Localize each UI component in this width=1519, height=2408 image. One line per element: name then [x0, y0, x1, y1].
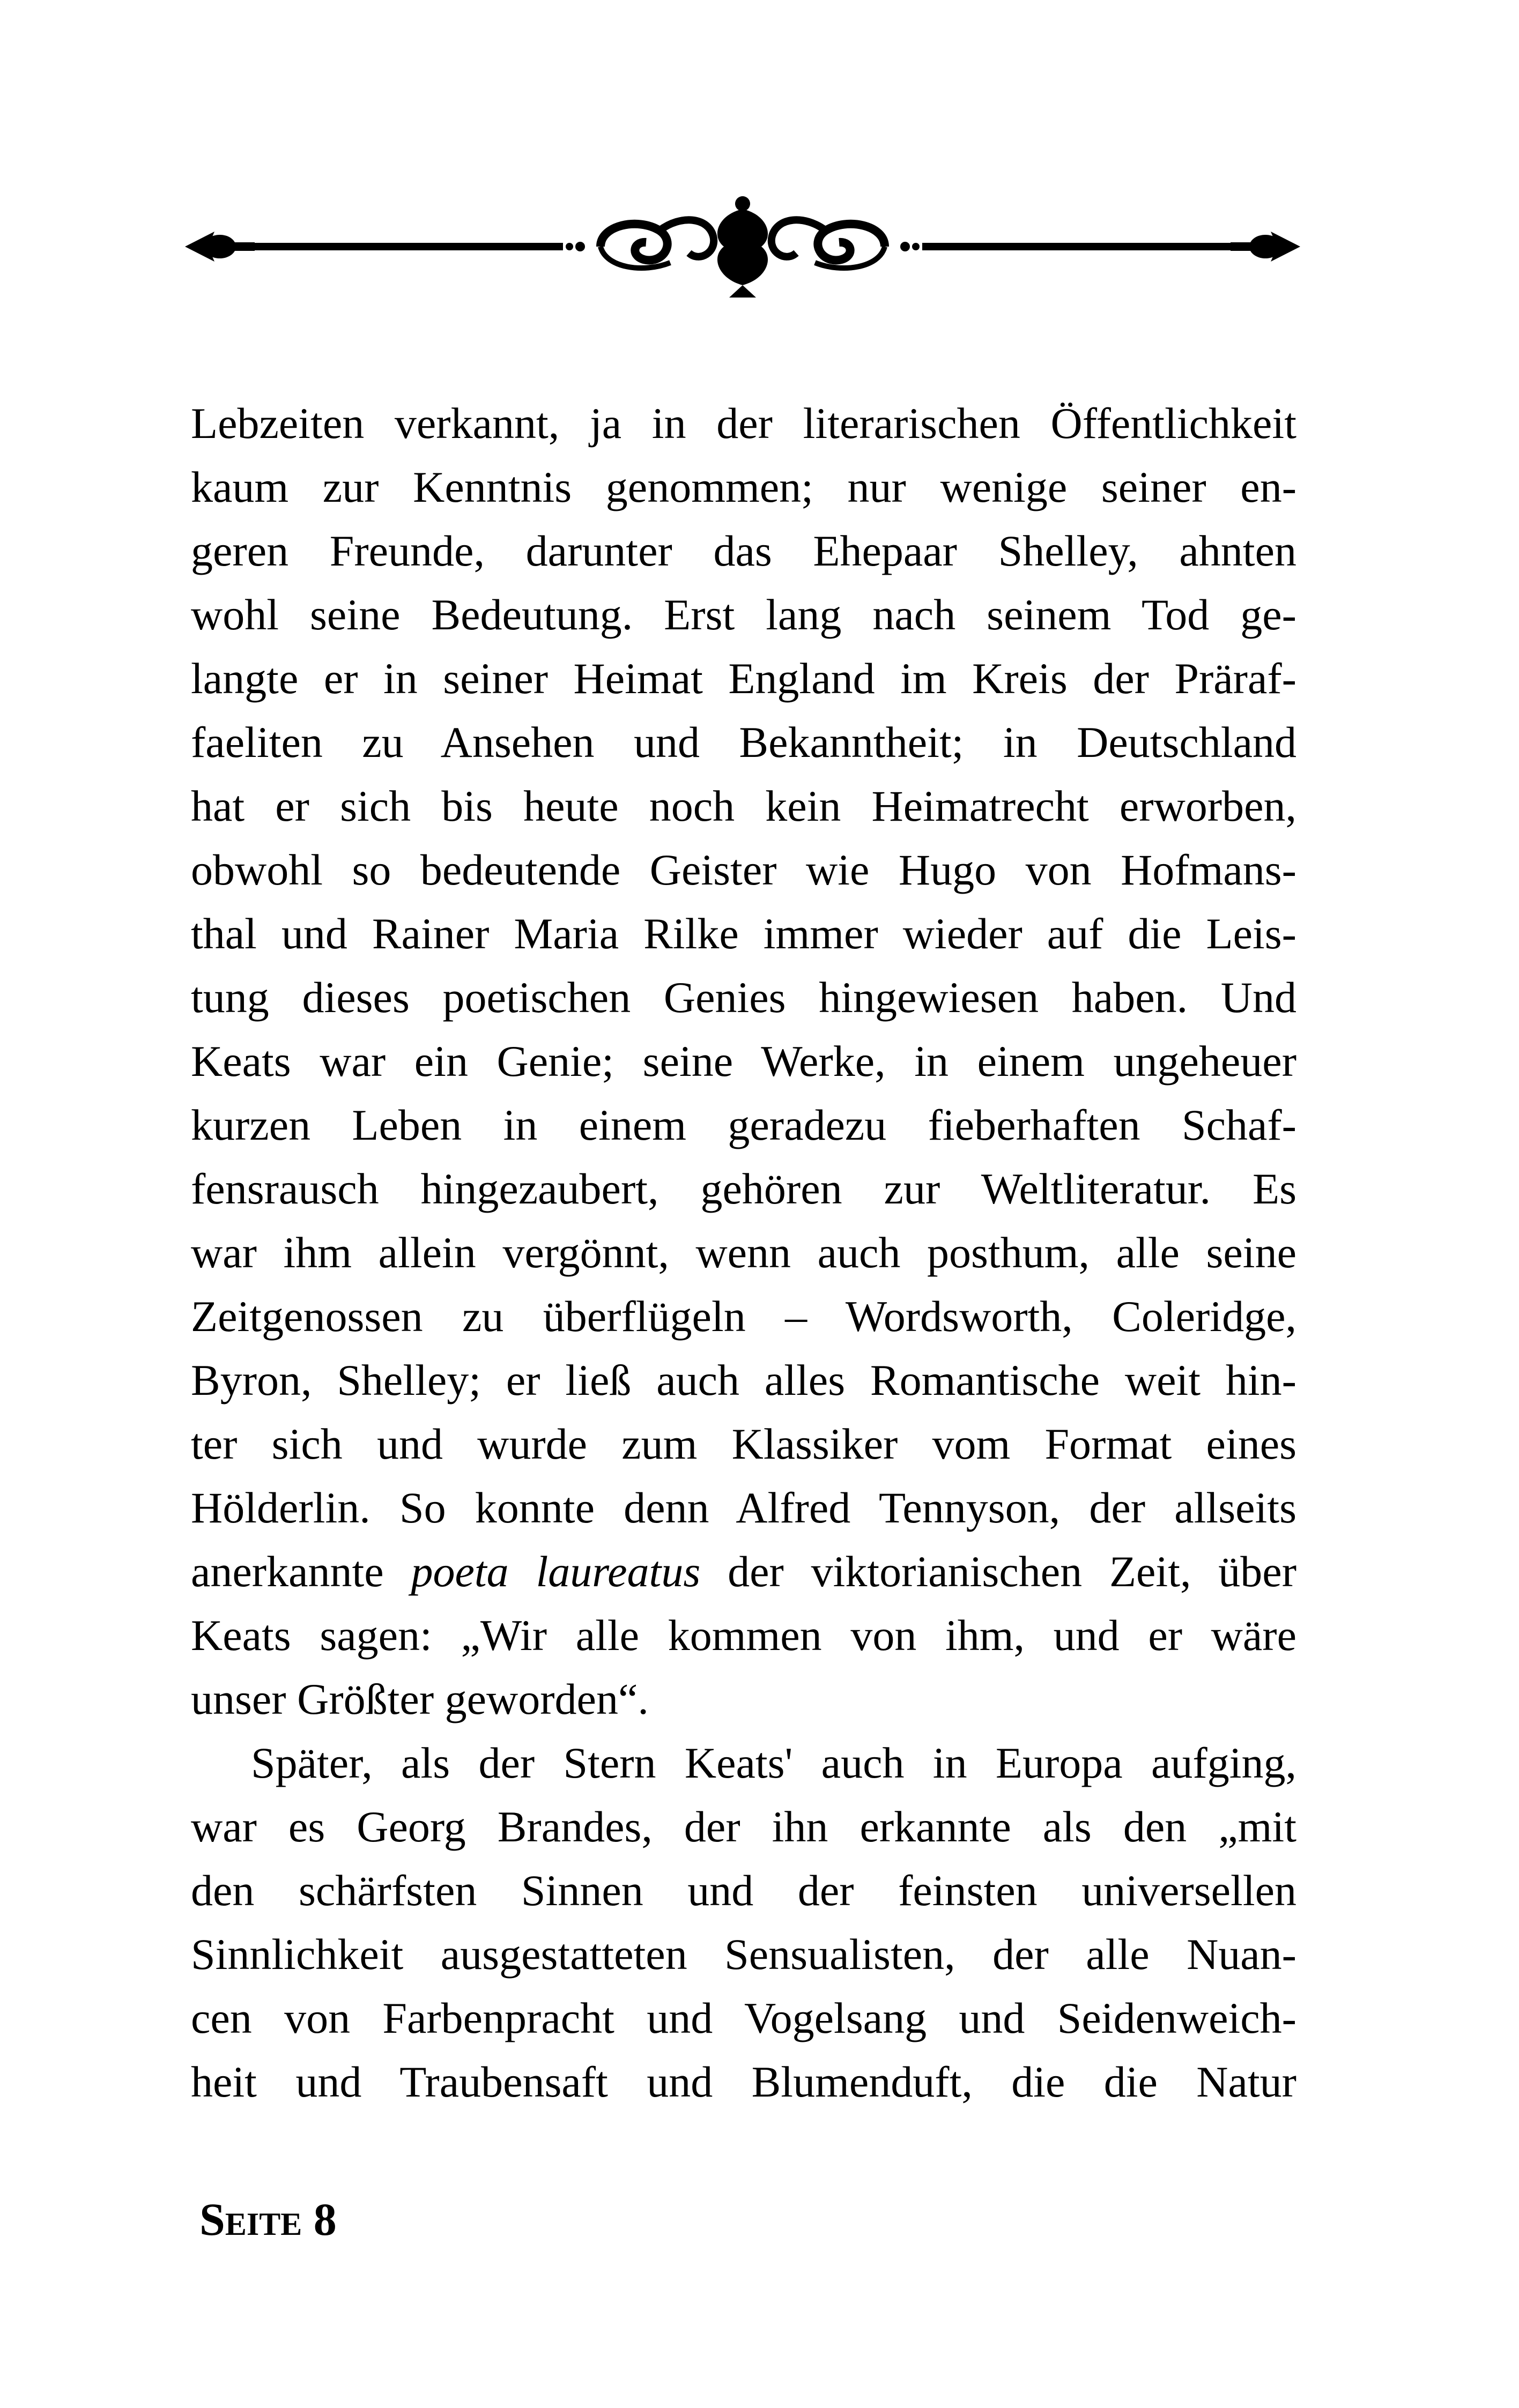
paragraph	[191, 1731, 1296, 2114]
page-number	[199, 2193, 337, 2246]
text-line: Byron, Shelley; er ließ auch alles Romantische weit hin-	[191, 1356, 1296, 1404]
text-line: Später, als der Stern Keats' auch in Europa aufging,	[251, 1738, 1296, 1787]
text-line: kaum zur Kenntnis genommen; nur wenige seiner en-	[191, 463, 1296, 511]
page-number-value: 8	[313, 2194, 337, 2245]
text-line: thal und Rainer Maria Rilke immer wieder auf die Leis-	[191, 909, 1296, 958]
text-line: hat er sich bis heute noch kein Heimatrecht erworben,	[191, 782, 1296, 830]
text-segment: der viktorianischen Zeit, über	[700, 1547, 1297, 1596]
text-line: Zeitgenossen zu überflügeln – Wordsworth, Coleridge,	[191, 1292, 1296, 1341]
text-line: den schärfsten Sinnen und der feinsten universellen	[191, 1866, 1296, 1915]
text-line: war es Georg Brandes, der ihn erkannte als den „mit	[191, 1802, 1296, 1851]
italic-term: poeta laureatus	[411, 1547, 701, 1596]
text-line: fensrausch hingezaubert, gehören zur Weltliteratur. Es	[191, 1164, 1296, 1213]
page-number-label: Seite	[199, 2194, 302, 2245]
text-line: faeliten zu Ansehen und Bekanntheit; in Deutschland	[191, 718, 1296, 767]
text-line: cen von Farbenpracht und Vogelsang und Seidenweich-	[191, 1994, 1296, 2042]
body-text	[191, 391, 1296, 2114]
text-line: heit und Traubensaft und Blumenduft, die die Natur	[191, 2057, 1296, 2106]
text-line: kurzen Leben in einem geradezu fieberhaften Schaf-	[191, 1101, 1296, 1149]
text-line: geren Freunde, darunter das Ehepaar Shelley, ahnten	[191, 526, 1296, 575]
text-line: ter sich und wurde zum Klassiker vom Format eines	[191, 1419, 1296, 1468]
paragraph	[191, 391, 1296, 1731]
text-line: unser Größter geworden“.	[191, 1675, 649, 1723]
text-line: wohl seine Bedeutung. Erst lang nach seinem Tod ge-	[191, 590, 1296, 639]
text-line: war ihm allein vergönnt, wenn auch posthum, alle seine	[191, 1228, 1296, 1277]
text-line: Lebzeiten verkannt, ja in der literarischen Öffentlichkeit	[191, 399, 1296, 448]
text-segment: anerkannte	[191, 1547, 411, 1596]
text-line: Keats sagen: „Wir alle kommen von ihm, und er wäre	[191, 1611, 1296, 1660]
text-line: obwohl so bedeutende Geister wie Hugo von Hofmans-	[191, 845, 1296, 894]
flourish-divider-icon	[182, 193, 1303, 300]
text-line: Hölderlin. So konnte denn Alfred Tennyson, der allseits	[191, 1483, 1296, 1532]
text-line-with-italic	[191, 1540, 1296, 1603]
text-line: Keats war ein Genie; seine Werke, in einem ungeheuer	[191, 1037, 1296, 1086]
text-line: Sinnlichkeit ausgestatteten Sensualisten, der alle Nuan-	[191, 1930, 1296, 1979]
text-line: langte er in seiner Heimat England im Kreis der Präraf-	[191, 654, 1296, 703]
text-line: tung dieses poetischen Genies hingewiesen haben. Und	[191, 973, 1296, 1022]
